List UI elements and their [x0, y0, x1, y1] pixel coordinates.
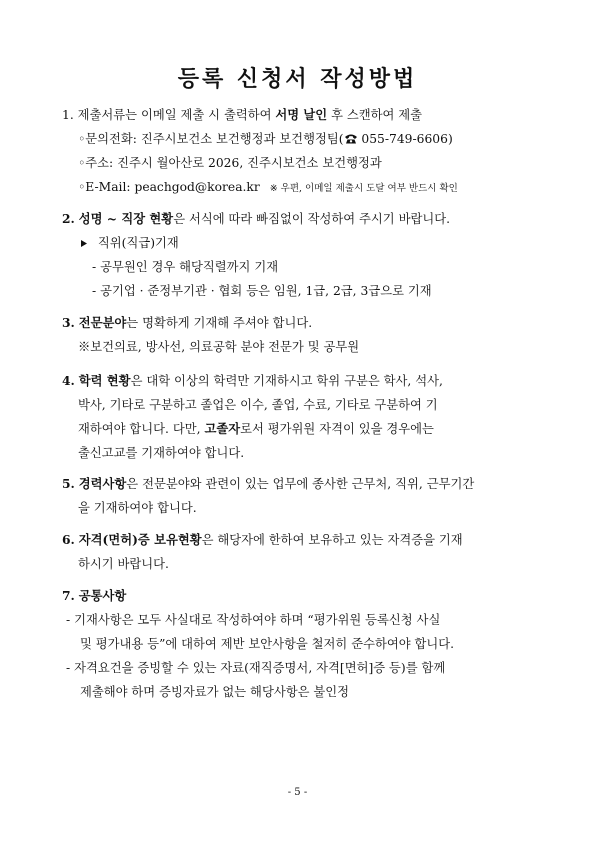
contact-address: ◦주소: 진주시 월아산로 2026, 진주시보건소 보건행정과: [78, 156, 382, 170]
section-5-text: 은 전문분야와 관련이 있는 업무에 종사한 근무처, 직위, 근무기간: [126, 477, 475, 491]
section-2-sub-2: - 공기업 · 준정부기관 · 협회 등은 임원, 1급, 2급, 3급으로 기재: [92, 284, 432, 298]
section-3-note: ※보건의료, 방사선, 의료공학 분야 전문가 및 공무원: [78, 340, 360, 354]
section-3-text: 는 명확하게 기재해 주셔야 합니다.: [126, 316, 313, 330]
section-3-number: 3.: [62, 315, 75, 330]
section-4-number: 4.: [62, 373, 75, 388]
page-title: 등록 신청서 작성방법: [177, 66, 418, 92]
page-number: - 5 -: [287, 787, 308, 798]
section-2-emphasis: 성명 ~ 직장 현황: [78, 211, 174, 226]
section-4-emphasis: 학력 현황: [78, 373, 131, 388]
section-2-bullet-text: 직위(직급)기재: [97, 236, 179, 250]
section-1-text-a: 제출서류는 이메일 제출 시 출력하여: [77, 108, 276, 122]
section-1-emphasis: 서명 날인: [275, 107, 328, 122]
contact-email[interactable]: ◦E-Mail: peachgod@korea.kr: [78, 180, 260, 194]
section-4-line-2: 박사, 기타로 구분하고 졸업은 이수, 졸업, 수료, 기타로 구분하여 기: [78, 398, 438, 412]
section-7-item-2a: - 자격요건을 증빙할 수 있는 자료(재직증명서, 자격[면허]증 등)를 함께: [66, 661, 446, 675]
section-1-line: [62, 107, 422, 123]
section-7-number: 7.: [62, 588, 75, 603]
section-5-line-2: 을 기재하여야 합니다.: [78, 501, 197, 515]
section-4-text: 은 대학 이상의 학력만 기재하시고 학위 구분은 학사, 석사,: [130, 374, 443, 388]
section-4-line-4: 출신고교를 기재하여야 합니다.: [78, 446, 245, 460]
section-2-sub-1: - 공무원인 경우 해당직렬까지 기재: [92, 260, 279, 274]
section-7-item-1a: - 기재사항은 모두 사실대로 작성하여야 하며 “평가위원 등록신청 사실: [66, 613, 441, 627]
section-2-line: [62, 211, 450, 227]
section-6-line-1: [62, 532, 463, 548]
section-4-emphasis-2: 고졸자: [204, 421, 241, 436]
contact-phone-line: [78, 131, 453, 148]
section-5-number: 5.: [62, 476, 75, 491]
section-4-line-3a: 재하여야 합니다. 다만,: [78, 422, 205, 436]
mail-delivery-note: ※ 우편, 이메일 제출시 도달 여부 반드시 확인: [269, 183, 458, 194]
section-1-text-c: 후 스캔하여 제출: [327, 108, 423, 122]
section-2-text: 은 서식에 따라 빠짐없이 작성하여 주시기 바랍니다.: [173, 212, 451, 226]
contact-phone-number: 055-749-6606): [357, 132, 453, 146]
section-4-line-3: [78, 421, 434, 437]
section-5-emphasis: 경력사항: [78, 476, 127, 491]
section-4-line-3c: 로서 평가위원 자격이 있을 경우에는: [240, 422, 434, 436]
section-1-number: 1.: [62, 108, 74, 122]
section-6-emphasis: 자격(면허)증 보유현황: [78, 532, 202, 547]
triangle-bullet-icon: [80, 236, 88, 252]
section-7-emphasis: 공통사항: [78, 588, 127, 603]
section-7-item-2b: 제출해야 하며 증빙자료가 없는 해당사항은 불인정: [80, 685, 349, 699]
section-5-line-1: [62, 476, 474, 492]
contact-email-line: [78, 179, 458, 197]
section-2-number: 2.: [62, 211, 75, 226]
section-3-line: [62, 315, 312, 331]
section-7-heading: [62, 588, 126, 604]
section-3-emphasis: 전문분야: [78, 315, 127, 330]
section-4-line-1: [62, 373, 443, 389]
section-2-bullet-line: [80, 235, 179, 252]
phone-icon: [344, 132, 358, 148]
section-6-line-2: 하시기 바랍니다.: [78, 557, 169, 571]
contact-phone-label: ◦문의전화: 진주시보건소 보건행정과 보건행정팀(: [78, 132, 344, 146]
section-6-text: 은 해당자에 한하여 보유하고 있는 자격증을 기재: [201, 533, 463, 547]
section-6-number: 6.: [62, 532, 75, 547]
section-7-item-1b: 및 평가내용 등”에 대하여 제반 보안사항을 철저히 준수하여야 합니다.: [80, 637, 455, 651]
